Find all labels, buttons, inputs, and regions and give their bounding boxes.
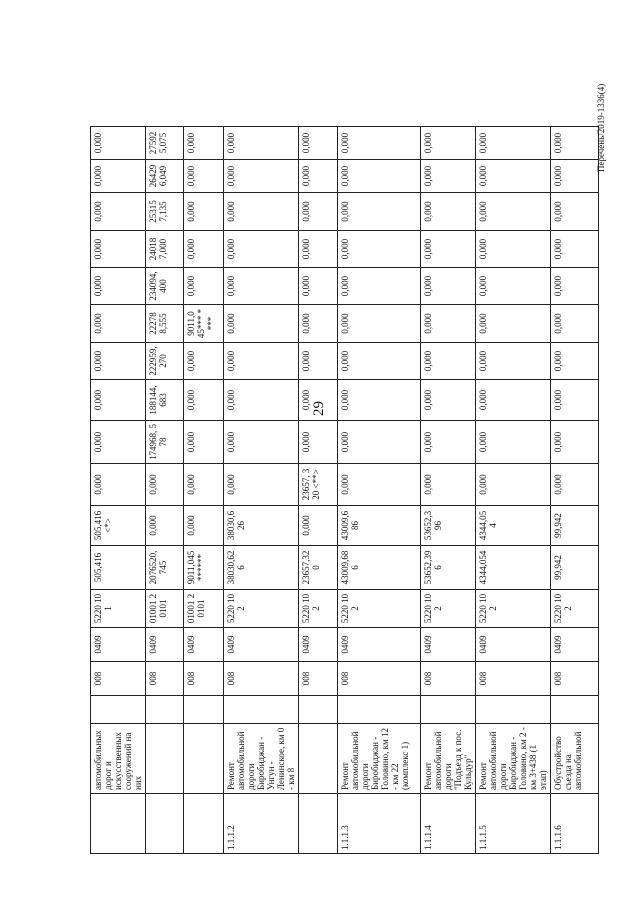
value-cell: 0,000 — [338, 305, 421, 343]
value-cell: 0,000 — [476, 380, 551, 421]
item-number-cell — [146, 794, 184, 854]
value-cell: 0,000 — [91, 231, 146, 268]
value-cell: 2076520, 745 — [146, 546, 184, 590]
value-cell: 0,000 — [421, 305, 476, 343]
value-cell: 174968, 578 — [146, 421, 184, 464]
rotated-table-container — [90, 24, 583, 854]
value-cell: 38030,62 6 — [224, 546, 299, 590]
empty-cell — [299, 696, 338, 724]
table-row — [551, 25, 599, 854]
value-cell: 0,000 — [91, 193, 146, 231]
table-row — [91, 25, 146, 854]
value-cell: 0,000 — [91, 421, 146, 464]
item-number-cell: 1.1.1.3 — [338, 794, 421, 854]
table-row — [299, 25, 338, 854]
value-cell: 0,000 — [184, 160, 224, 193]
item-name-cell — [184, 724, 224, 794]
table-row — [421, 25, 476, 854]
value-cell: 23657,32 0 — [299, 546, 338, 590]
value-cell: 5220 102 — [551, 590, 599, 628]
value-cell: 5220 102 — [421, 590, 476, 628]
value-cell: 0,000 — [224, 231, 299, 268]
value-cell: 0,000 — [421, 421, 476, 464]
value-cell: 0,000 — [91, 464, 146, 506]
value-cell: 0,000 — [476, 268, 551, 305]
value-cell: 008 — [91, 662, 146, 696]
item-name-cell: Ремонт автомобильной дороги "Подъезд к пос. Кульдур" — [421, 724, 476, 794]
value-cell: 008 — [421, 662, 476, 696]
value-cell: 0409 — [146, 628, 184, 662]
value-cell: 23657, 320 <**> — [299, 464, 338, 506]
value-cell: 01001 20101 — [184, 590, 224, 628]
value-cell: 0,000 — [91, 160, 146, 193]
item-name-cell: Ремонт автомобильной дороги Биробиджан - Головино, км 12 - км 22 (комплекс 1) — [338, 724, 421, 794]
value-cell: 4344,054 — [476, 546, 551, 590]
empty-cell — [338, 696, 421, 724]
item-number-cell: 1.1.1.6 — [551, 794, 599, 854]
value-cell: 0,000 — [224, 464, 299, 506]
empty-cell — [421, 696, 476, 724]
value-cell: 0,000 — [421, 464, 476, 506]
value-cell: 008 — [338, 662, 421, 696]
value-cell: 26429 6,049 — [146, 160, 184, 193]
value-cell: 0,000 — [224, 343, 299, 380]
value-cell: 0,000 — [299, 193, 338, 231]
value-cell: 0,000 — [476, 343, 551, 380]
value-cell: 0,000 — [299, 231, 338, 268]
value-cell: 0,000 — [421, 231, 476, 268]
value-cell: 188144, 683 — [146, 380, 184, 421]
value-cell: 0,000 — [146, 506, 184, 546]
value-cell: 0,000 — [338, 380, 421, 421]
value-cell: 0,000 — [224, 268, 299, 305]
value-cell: 0,000 — [476, 305, 551, 343]
item-name-cell: Ремонт автомобильной дороги Биробиджан - Головино, км 2 - км 3+438 (1 этап) — [476, 724, 551, 794]
value-cell: 0409 — [338, 628, 421, 662]
document-code: Перечень/2019-1336(4) — [596, 83, 606, 172]
value-cell: 0,000 — [551, 193, 599, 231]
value-cell: 0,000 — [184, 127, 224, 160]
value-cell: 5220 102 — [476, 590, 551, 628]
value-cell: 0,000 — [338, 421, 421, 464]
value-cell: 0,000 — [224, 380, 299, 421]
value-cell: 0,000 — [299, 506, 338, 546]
value-cell: 0,000 — [224, 305, 299, 343]
value-cell: 0,000 — [476, 160, 551, 193]
value-cell: 0,000 — [299, 343, 338, 380]
value-cell: 234094, 400 — [146, 268, 184, 305]
value-cell: 0,000 — [184, 231, 224, 268]
value-cell: 99,942 — [551, 506, 599, 546]
value-cell: 0,000 — [551, 160, 599, 193]
table-row — [184, 25, 224, 854]
value-cell: 0409 — [299, 628, 338, 662]
value-cell: 0,000 — [551, 268, 599, 305]
value-cell: 9011,0 45*** **** — [184, 305, 224, 343]
value-cell: 0,000 — [224, 193, 299, 231]
value-cell: 0,000 — [551, 380, 599, 421]
value-cell: 0,000 — [476, 464, 551, 506]
value-cell: 008 — [224, 662, 299, 696]
value-cell: 0,000 — [551, 464, 599, 506]
value-cell: 99,942 — [551, 546, 599, 590]
value-cell: 0409 — [476, 628, 551, 662]
value-cell: 0,000 — [338, 160, 421, 193]
value-cell: 38030,6 26 — [224, 506, 299, 546]
value-cell: 0,000 — [338, 464, 421, 506]
value-cell: 0,000 — [551, 231, 599, 268]
item-number-cell: 1.1.1.4 — [421, 794, 476, 854]
value-cell: 0,000 — [224, 421, 299, 464]
item-name-cell: автомобильных дорог и искусственных сооружений на них — [91, 724, 146, 794]
value-cell: 0409 — [91, 628, 146, 662]
value-cell: 01001 20101 — [146, 590, 184, 628]
value-cell: 27592 5,075 — [146, 127, 184, 160]
value-cell: 0,000 — [299, 380, 338, 421]
value-cell: 0,000 — [184, 380, 224, 421]
value-cell: 5220 102 — [224, 590, 299, 628]
value-cell: 5220 101 — [91, 590, 146, 628]
value-cell: 4344,05 4 — [476, 506, 551, 546]
table-row — [146, 25, 184, 854]
item-number-cell: 1.1.1.2 — [224, 794, 299, 854]
value-cell: 0,000 — [551, 305, 599, 343]
table-row — [476, 25, 551, 854]
value-cell: 43009,68 6 — [338, 546, 421, 590]
value-cell: 0,000 — [299, 421, 338, 464]
value-cell: 0,000 — [184, 268, 224, 305]
value-cell: 0,000 — [91, 380, 146, 421]
empty-cell — [91, 696, 146, 724]
item-number-cell — [91, 794, 146, 854]
value-cell: 5220 102 — [338, 590, 421, 628]
value-cell: 0,000 — [184, 464, 224, 506]
value-cell: 0,000 — [476, 127, 551, 160]
page-number: 29 — [311, 401, 327, 416]
value-cell: 008 — [476, 662, 551, 696]
table-row — [338, 25, 421, 854]
value-cell: 0409 — [224, 628, 299, 662]
value-cell: 0,000 — [421, 380, 476, 421]
item-name-cell: Ремонт автомобильной дороги Биробиджан - Унгун - Ленинское, км 0 - км 8 — [224, 724, 299, 794]
value-cell: 008 — [146, 662, 184, 696]
value-cell: 0,000 — [91, 305, 146, 343]
item-name-cell — [299, 724, 338, 794]
value-cell: 0,000 — [299, 160, 338, 193]
empty-cell — [184, 696, 224, 724]
value-cell: 24018 7,000 — [146, 231, 184, 268]
value-cell: 0,000 — [338, 231, 421, 268]
value-cell: 0,000 — [184, 506, 224, 546]
value-cell: 0,000 — [338, 343, 421, 380]
value-cell: 0409 — [551, 628, 599, 662]
item-number-cell: 1.1.1.5 — [476, 794, 551, 854]
value-cell: 0,000 — [338, 268, 421, 305]
value-cell: 5220 102 — [299, 590, 338, 628]
item-number-cell — [299, 794, 338, 854]
value-cell: 0,000 — [184, 421, 224, 464]
item-number-cell — [184, 794, 224, 854]
value-cell: 0,000 — [421, 127, 476, 160]
value-cell: 0,000 — [421, 160, 476, 193]
value-cell: 0,000 — [338, 127, 421, 160]
value-cell: 0,000 — [421, 343, 476, 380]
empty-cell — [224, 696, 299, 724]
value-cell: 0,000 — [224, 127, 299, 160]
value-cell: 53652,39 6 — [421, 546, 476, 590]
value-cell: 0,000 — [299, 305, 338, 343]
value-cell: 0,000 — [421, 268, 476, 305]
value-cell: 222959, 270 — [146, 343, 184, 380]
value-cell: 0,000 — [224, 160, 299, 193]
table-body — [91, 25, 599, 854]
value-cell: 505,416 — [91, 546, 146, 590]
table-row — [224, 25, 299, 854]
empty-cell — [551, 696, 599, 724]
value-cell: 0,000 — [551, 343, 599, 380]
value-cell: 25315 7,135 — [146, 193, 184, 231]
item-name-cell: Обустройство съезда на автомобильной — [551, 724, 599, 794]
value-cell: 0,000 — [91, 268, 146, 305]
value-cell: 53652,3 96 — [421, 506, 476, 546]
value-cell: 0,000 — [551, 421, 599, 464]
value-cell: 0409 — [184, 628, 224, 662]
value-cell: 9011,045 ****** — [184, 546, 224, 590]
value-cell: 0,000 — [476, 193, 551, 231]
value-cell: 008 — [184, 662, 224, 696]
value-cell: 008 — [551, 662, 599, 696]
value-cell: 0,000 — [91, 127, 146, 160]
value-cell: 0,000 — [91, 343, 146, 380]
value-cell: 0409 — [421, 628, 476, 662]
value-cell: 22278 8,555 — [146, 305, 184, 343]
empty-cell — [476, 696, 551, 724]
value-cell: 0,000 — [299, 268, 338, 305]
value-cell: 43009,6 86 — [338, 506, 421, 546]
value-cell: 0,000 — [476, 421, 551, 464]
value-cell: 0,000 — [421, 193, 476, 231]
value-cell: 0,000 — [338, 193, 421, 231]
value-cell: 0,000 — [299, 127, 338, 160]
value-cell: 0,000 — [146, 464, 184, 506]
value-cell: 0,000 — [184, 343, 224, 380]
value-cell: 0,000 — [551, 127, 599, 160]
value-cell: 0,000 — [476, 231, 551, 268]
budget-table — [90, 24, 599, 854]
empty-cell — [146, 696, 184, 724]
value-cell: 0,000 — [184, 193, 224, 231]
value-cell: 505,416 <*> — [91, 506, 146, 546]
value-cell: 008 — [299, 662, 338, 696]
item-name-cell — [146, 724, 184, 794]
